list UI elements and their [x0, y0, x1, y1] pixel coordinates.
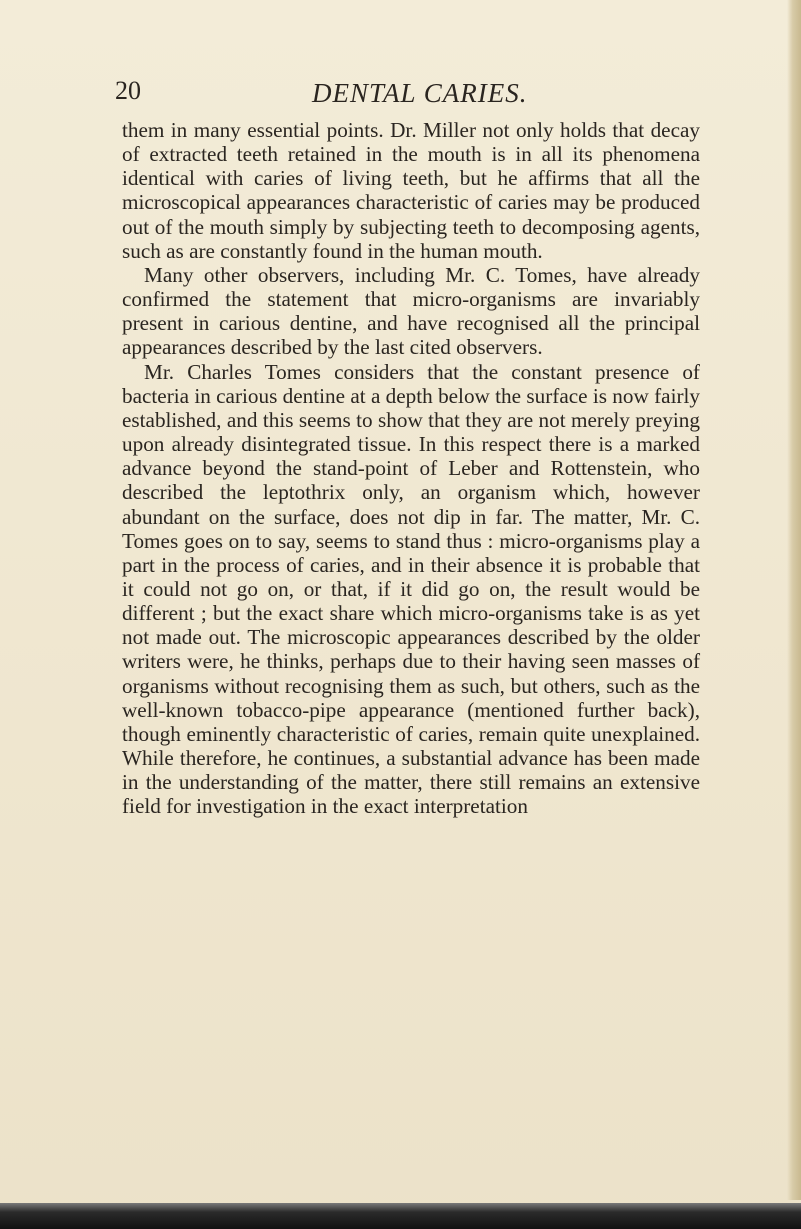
- paragraph-3: Mr. Charles Tomes considers that the constant presence of bacteria in carious dentine at a depth below the surface is now fairly established, and this seems to show that they are not merely preying upon already disintegrated tissue. In this respect there is a marked advance beyond the stand-point of Leber and Rottenstein, who described the leptothrix only, an organism which, however abundant on the surface, does not dip in far. The matter, Mr. C. Tomes goes on to say, seems to stand thus : micro-organisms play a part in the process of caries, and in their absence it is probable that it could not go on, or that, if it did go on, the result would be different ; but the exact share which micro-organisms take is as yet not made out. The microscopic appearances described by the older writers were, he thinks, perhaps due to their having seen masses of organisms without recognising them as such, but others, such as the well-known tobacco-pipe appearance (mentioned further back), though eminently characteristic of caries, remain quite unexplained. While therefore, he continues, a substantial advance has been made in the understanding of the matter, there still remains an extensive field for investigation in the exact interpretation: [122, 359, 700, 819]
- running-title: DENTAL CARIES.: [312, 78, 528, 108]
- body-text: [122, 118, 700, 819]
- paragraph-1: them in many essential points. Dr. Miller not only holds that decay of extracted teeth retained in the mouth is in all its phenomena identical with caries of living teeth, but he affirms that all the microscopical appearances characteristic of caries may be produced out of the mouth simply by subjecting teeth to decomposing agents, such as are constantly found in the human mouth.: [122, 118, 700, 263]
- page-header: [0, 76, 801, 116]
- page-edge-shadow: [787, 0, 801, 1200]
- page-number: 20: [115, 76, 141, 105]
- paragraph-2: Many other observers, including Mr. C. Tomes, have already confirmed the statement that micro-organisms are invariably present in carious dentine, and have recognised all the principal appearances described by the last cited observers.: [122, 262, 700, 360]
- scan-bottom-edge: [0, 1203, 801, 1229]
